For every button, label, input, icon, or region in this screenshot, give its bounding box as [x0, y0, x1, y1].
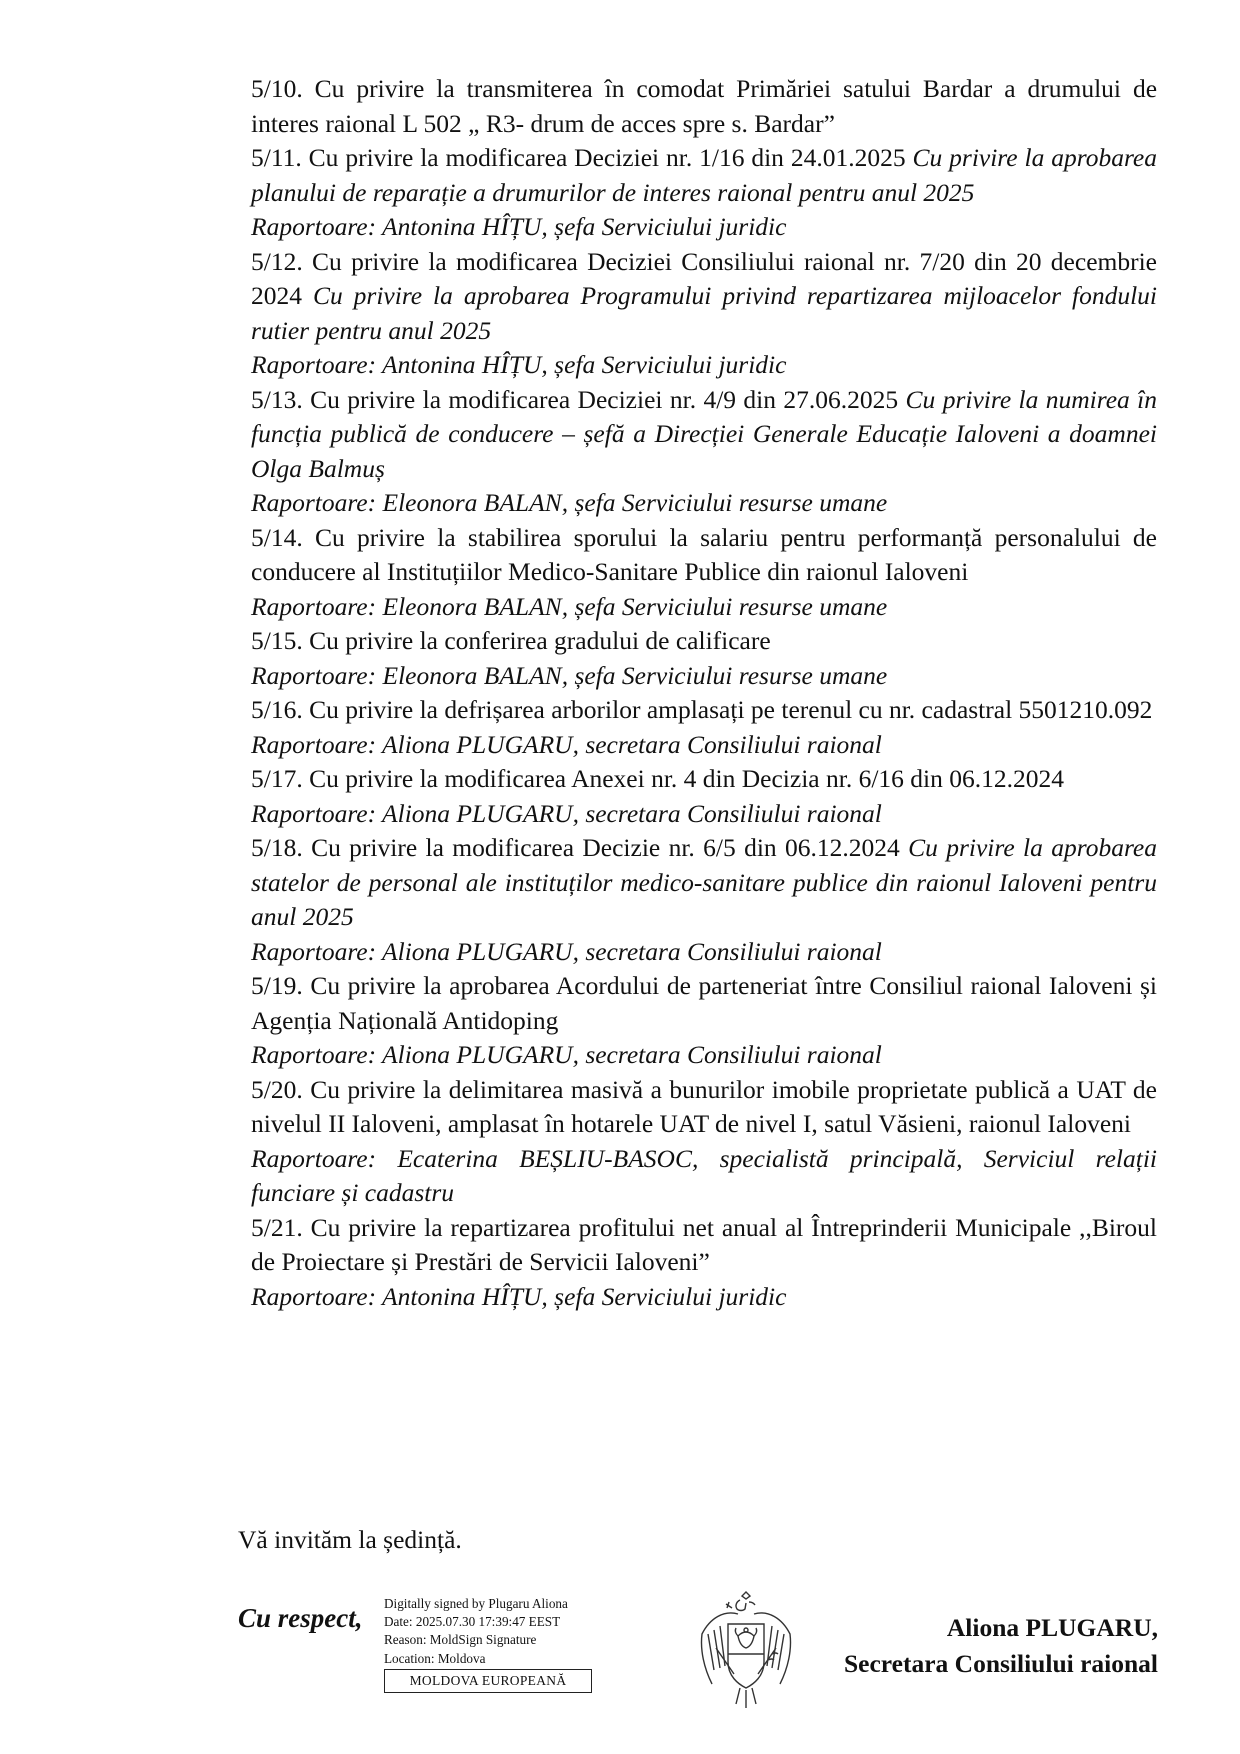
agenda-item — [251, 72, 1157, 141]
agenda-item-reporter: Raportoare: Eleonora BALAN, șefa Serviciului resurse umane — [251, 488, 888, 517]
agenda-item-subject: Cu privire la modificarea Decizie nr. 6/5 din 06.12.2024 — [311, 833, 900, 862]
agenda-item-reporter: Raportoare: Eleonora BALAN, șefa Serviciului resurse umane — [251, 660, 888, 690]
signature-location: Location: Moldova — [384, 1650, 486, 1666]
agenda-item-text — [251, 383, 1157, 487]
agenda-item-reporter: Raportoare: Antonina HÎȚU, șefa Serviciului juridic — [251, 350, 787, 379]
agenda-item — [251, 969, 1157, 1073]
agenda-item-text — [251, 624, 1157, 659]
agenda-item-reporter: Raportoare: Antonina HÎȚU, șefa Serviciului juridic — [251, 1281, 787, 1311]
moldova-coat-of-arms-icon — [694, 1588, 798, 1712]
agenda-item-reporter: Raportoare: Antonina HÎȚU, șefa Serviciului juridic — [251, 212, 787, 241]
agenda-item-number: 5/16. — [251, 695, 303, 724]
agenda-item — [251, 245, 1157, 383]
agenda-item-reporter: Raportoare: Aliona PLUGARU, secretara Consiliului raional — [251, 798, 882, 828]
signer-name: Aliona PLUGARU, — [946, 1613, 1158, 1642]
agenda-item — [251, 383, 1157, 521]
agenda-item-reporter: Raportoare: Eleonora BALAN, șefa Serviciului resurse umane — [251, 591, 888, 621]
agenda-item — [251, 693, 1157, 762]
agenda-item-number: 5/18. — [251, 833, 303, 862]
agenda-item-number: 5/11. — [251, 143, 302, 172]
signature-stamp: MOLDOVA EUROPEANĂ — [384, 1669, 592, 1693]
agenda-item-subject: Cu privire la modificarea Deciziei Consiliului raional nr. 7/20 din 20 decembrie 2024 — [251, 246, 1157, 310]
signer-block — [844, 1610, 1158, 1682]
agenda-item-subject: Cu privire la transmiterea în comodat Primăriei satului Bardar a drumului de interes raional L 502 „ R3- drum de acces spre s. Bardar” — [251, 74, 1158, 138]
agenda-item — [251, 831, 1157, 969]
agenda-item-number: 5/15. — [251, 626, 303, 655]
signature-date: Date: 2025.07.30 17:39:47 EEST — [384, 1614, 561, 1630]
agenda-item-number: 5/13. — [251, 384, 303, 414]
invitation-text: Vă invităm la ședință. — [238, 1525, 462, 1554]
signature-signed-by: Digitally signed by Plugaru Aliona — [384, 1596, 568, 1611]
agenda-item-subject: Cu privire la modificarea Anexei nr. 4 din Decizia nr. 6/16 din 06.12.2024 — [309, 764, 1064, 793]
agenda-item-subject: Cu privire la delimitarea masivă a bunurilor imobile proprietate publică a UAT de nivelul II Ialoveni, amplasat în hotarele UAT de nivel I, satul Văsieni, raionul Ialoveni — [251, 1074, 1157, 1138]
agenda-item-subject: Cu privire la defrișarea arborilor amplasați pe terenul cu nr. cadastral 5501210.092 — [309, 695, 1153, 724]
agenda-item-subject: Cu privire la conferirea gradului de calificare — [309, 626, 771, 655]
agenda-item-decision-title: Cu privire la numirea în funcția publică de conducere – șefă a Direcției Generale Educație Ialoveni a doamnei Olga Balmuș — [251, 384, 1158, 483]
agenda-item-text — [251, 521, 1157, 590]
agenda-item-number: 5/20. — [251, 1074, 303, 1104]
agenda-item-text — [251, 1073, 1157, 1142]
agenda-item-subject: Cu privire la modificarea Deciziei nr. 4/9 din 27.06.2025 — [310, 384, 899, 414]
agenda-item-text — [251, 969, 1157, 1038]
agenda-item — [251, 624, 1157, 693]
signature-reason: Reason: MoldSign Signature — [384, 1632, 537, 1648]
agenda-item-text — [251, 831, 1157, 935]
digital-signature-block — [384, 1595, 568, 1668]
agenda-list — [251, 72, 1157, 1314]
agenda-item-subject: Cu privire la stabilirea sporului la salariu pentru performanță personalului de conducere al Instituțiilor Medico-Sanitare Publice din raionul Ialoveni — [251, 522, 1158, 586]
agenda-item-reporter: Raportoare: Ecaterina BEȘLIU-BASOC, specialistă principală, Serviciul relații funciare și cadastru — [251, 1143, 1157, 1207]
agenda-item-number: 5/12. — [251, 246, 303, 276]
agenda-item-subject: Cu privire la aprobarea Acordului de parteneriat între Consiliul raional Ialoveni și Agenția Națională Antidoping — [251, 971, 1158, 1035]
agenda-item-number: 5/14. — [251, 522, 303, 552]
agenda-item-reporter: Raportoare: Aliona PLUGARU, secretara Consiliului raional — [251, 936, 882, 966]
agenda-item-number: 5/17. — [251, 764, 303, 793]
agenda-item-text — [251, 72, 1157, 141]
signer-role: Secretara Consiliului raional — [843, 1649, 1158, 1678]
agenda-item-text — [251, 245, 1157, 349]
agenda-item-text — [251, 693, 1157, 728]
agenda-item-reporter: Raportoare: Aliona PLUGARU, secretara Consiliului raional — [251, 1040, 882, 1069]
agenda-item-number: 5/10. — [251, 74, 303, 103]
agenda-item — [251, 762, 1157, 831]
agenda-item — [251, 141, 1157, 245]
agenda-item-decision-title: Cu privire la aprobarea planului de reparație a drumurilor de interes raional pentru anul 2025 — [251, 143, 1158, 207]
closing-text: Cu respect, — [238, 1603, 363, 1633]
agenda-item-decision-title: Cu privire la aprobarea Programului privind repartizarea mijloacelor fondului rutier pentru anul 2025 — [251, 281, 1157, 345]
agenda-item-text — [251, 1211, 1157, 1280]
agenda-item — [251, 1211, 1157, 1315]
agenda-item-reporter: Raportoare: Aliona PLUGARU, secretara Consiliului raional — [251, 729, 882, 759]
agenda-item-subject: Cu privire la repartizarea profitului net anual al Întreprinderii Municipale ,,Biroul de Proiectare și Prestări de Servicii Ialoveni” — [251, 1212, 1158, 1276]
agenda-item-number: 5/21. — [251, 1212, 303, 1242]
agenda-item-number: 5/19. — [251, 971, 303, 1000]
agenda-item — [251, 1073, 1157, 1211]
agenda-item-decision-title: Cu privire la aprobarea statelor de personal ale instituților medico-sanitare publice din raionul Ialoveni pentru anul 2025 — [251, 833, 1158, 931]
agenda-item — [251, 521, 1157, 625]
agenda-item-text — [251, 141, 1157, 210]
agenda-item-subject: Cu privire la modificarea Deciziei nr. 1/16 din 24.01.2025 — [308, 143, 906, 172]
agenda-item-text — [251, 762, 1157, 797]
